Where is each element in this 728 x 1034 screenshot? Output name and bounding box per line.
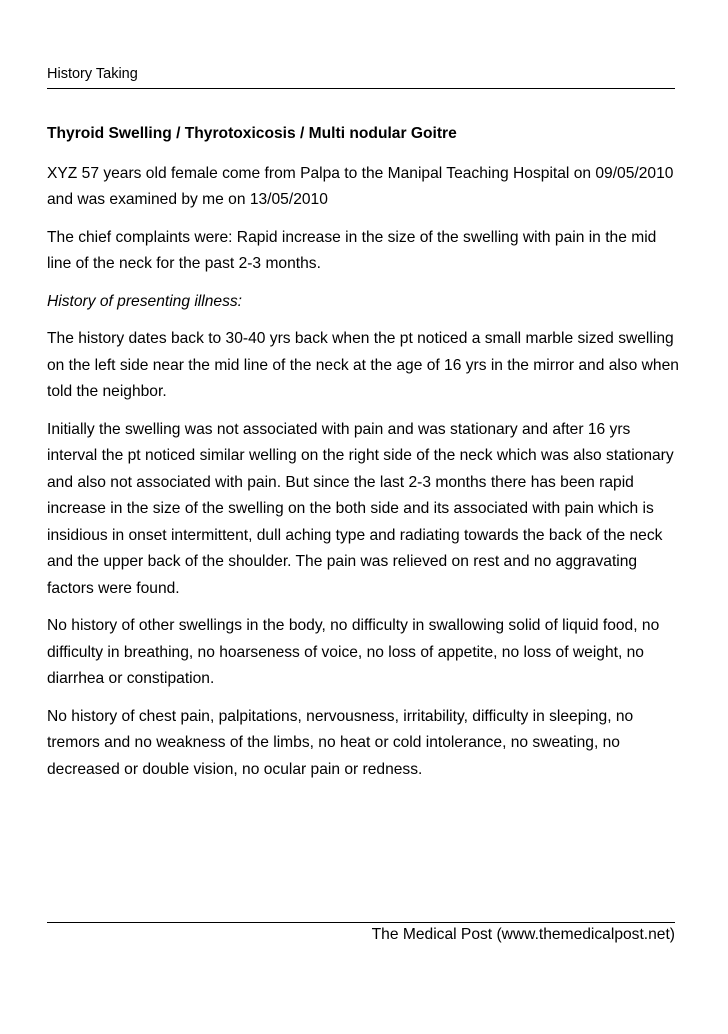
page-footer: The Medical Post (www.themedicalpost.net)	[371, 926, 675, 943]
header-divider	[47, 88, 675, 89]
chief-complaints-paragraph: The chief complaints were: Rapid increase in the size of the swelling with pain in the mid line of the neck for the past 2-3 months.	[47, 228, 657, 272]
history-paragraph: Initially the swelling was not associated with pain and was stationary and after 16 yrs interval the pt noticed similar welling on the right side of the neck which was also stationary and also not associated with pain. But since the last 2-3 months there has been rapid increase in the size of the swelling on the both side and its associated with pain which is insidious in onset intermittent, dull aching type and radiating towards the back of the neck and the upper back of the shoulder. The pain was relieved on rest and no aggravating factors were found.	[47, 420, 674, 597]
document-body	[47, 121, 681, 794]
patient-intro-paragraph: XYZ 57 years old female come from Palpa to the Manipal Teaching Hospital on 09/05/2010 and was examined by me on 13/05/2010	[47, 164, 674, 208]
footer-divider	[47, 922, 675, 923]
negative-history-paragraph: No history of chest pain, palpitations, nervousness, irritability, difficulty in sleeping, no tremors and no weakness of the limbs, no heat or cold intolerance, no sweating, no decreased or double vision, no ocular pain or redness.	[47, 707, 634, 778]
history-paragraph: The history dates back to 30-40 yrs back when the pt noticed a small marble sized swelling on the left side near the mid line of the neck at the age of 16 yrs in the mirror and also when told the neighbor.	[47, 330, 679, 400]
page-header: History Taking	[47, 66, 138, 82]
section-heading: History of presenting illness:	[47, 292, 243, 310]
document-title: Thyroid Swelling / Thyrotoxicosis / Multi nodular Goitre	[47, 125, 457, 142]
negative-history-paragraph: No history of other swellings in the body, no difficulty in swallowing solid of liquid food, no difficulty in breathing, no hoarseness of voice, no loss of appetite, no loss of weight, no diarrhea or constipation.	[47, 617, 660, 687]
